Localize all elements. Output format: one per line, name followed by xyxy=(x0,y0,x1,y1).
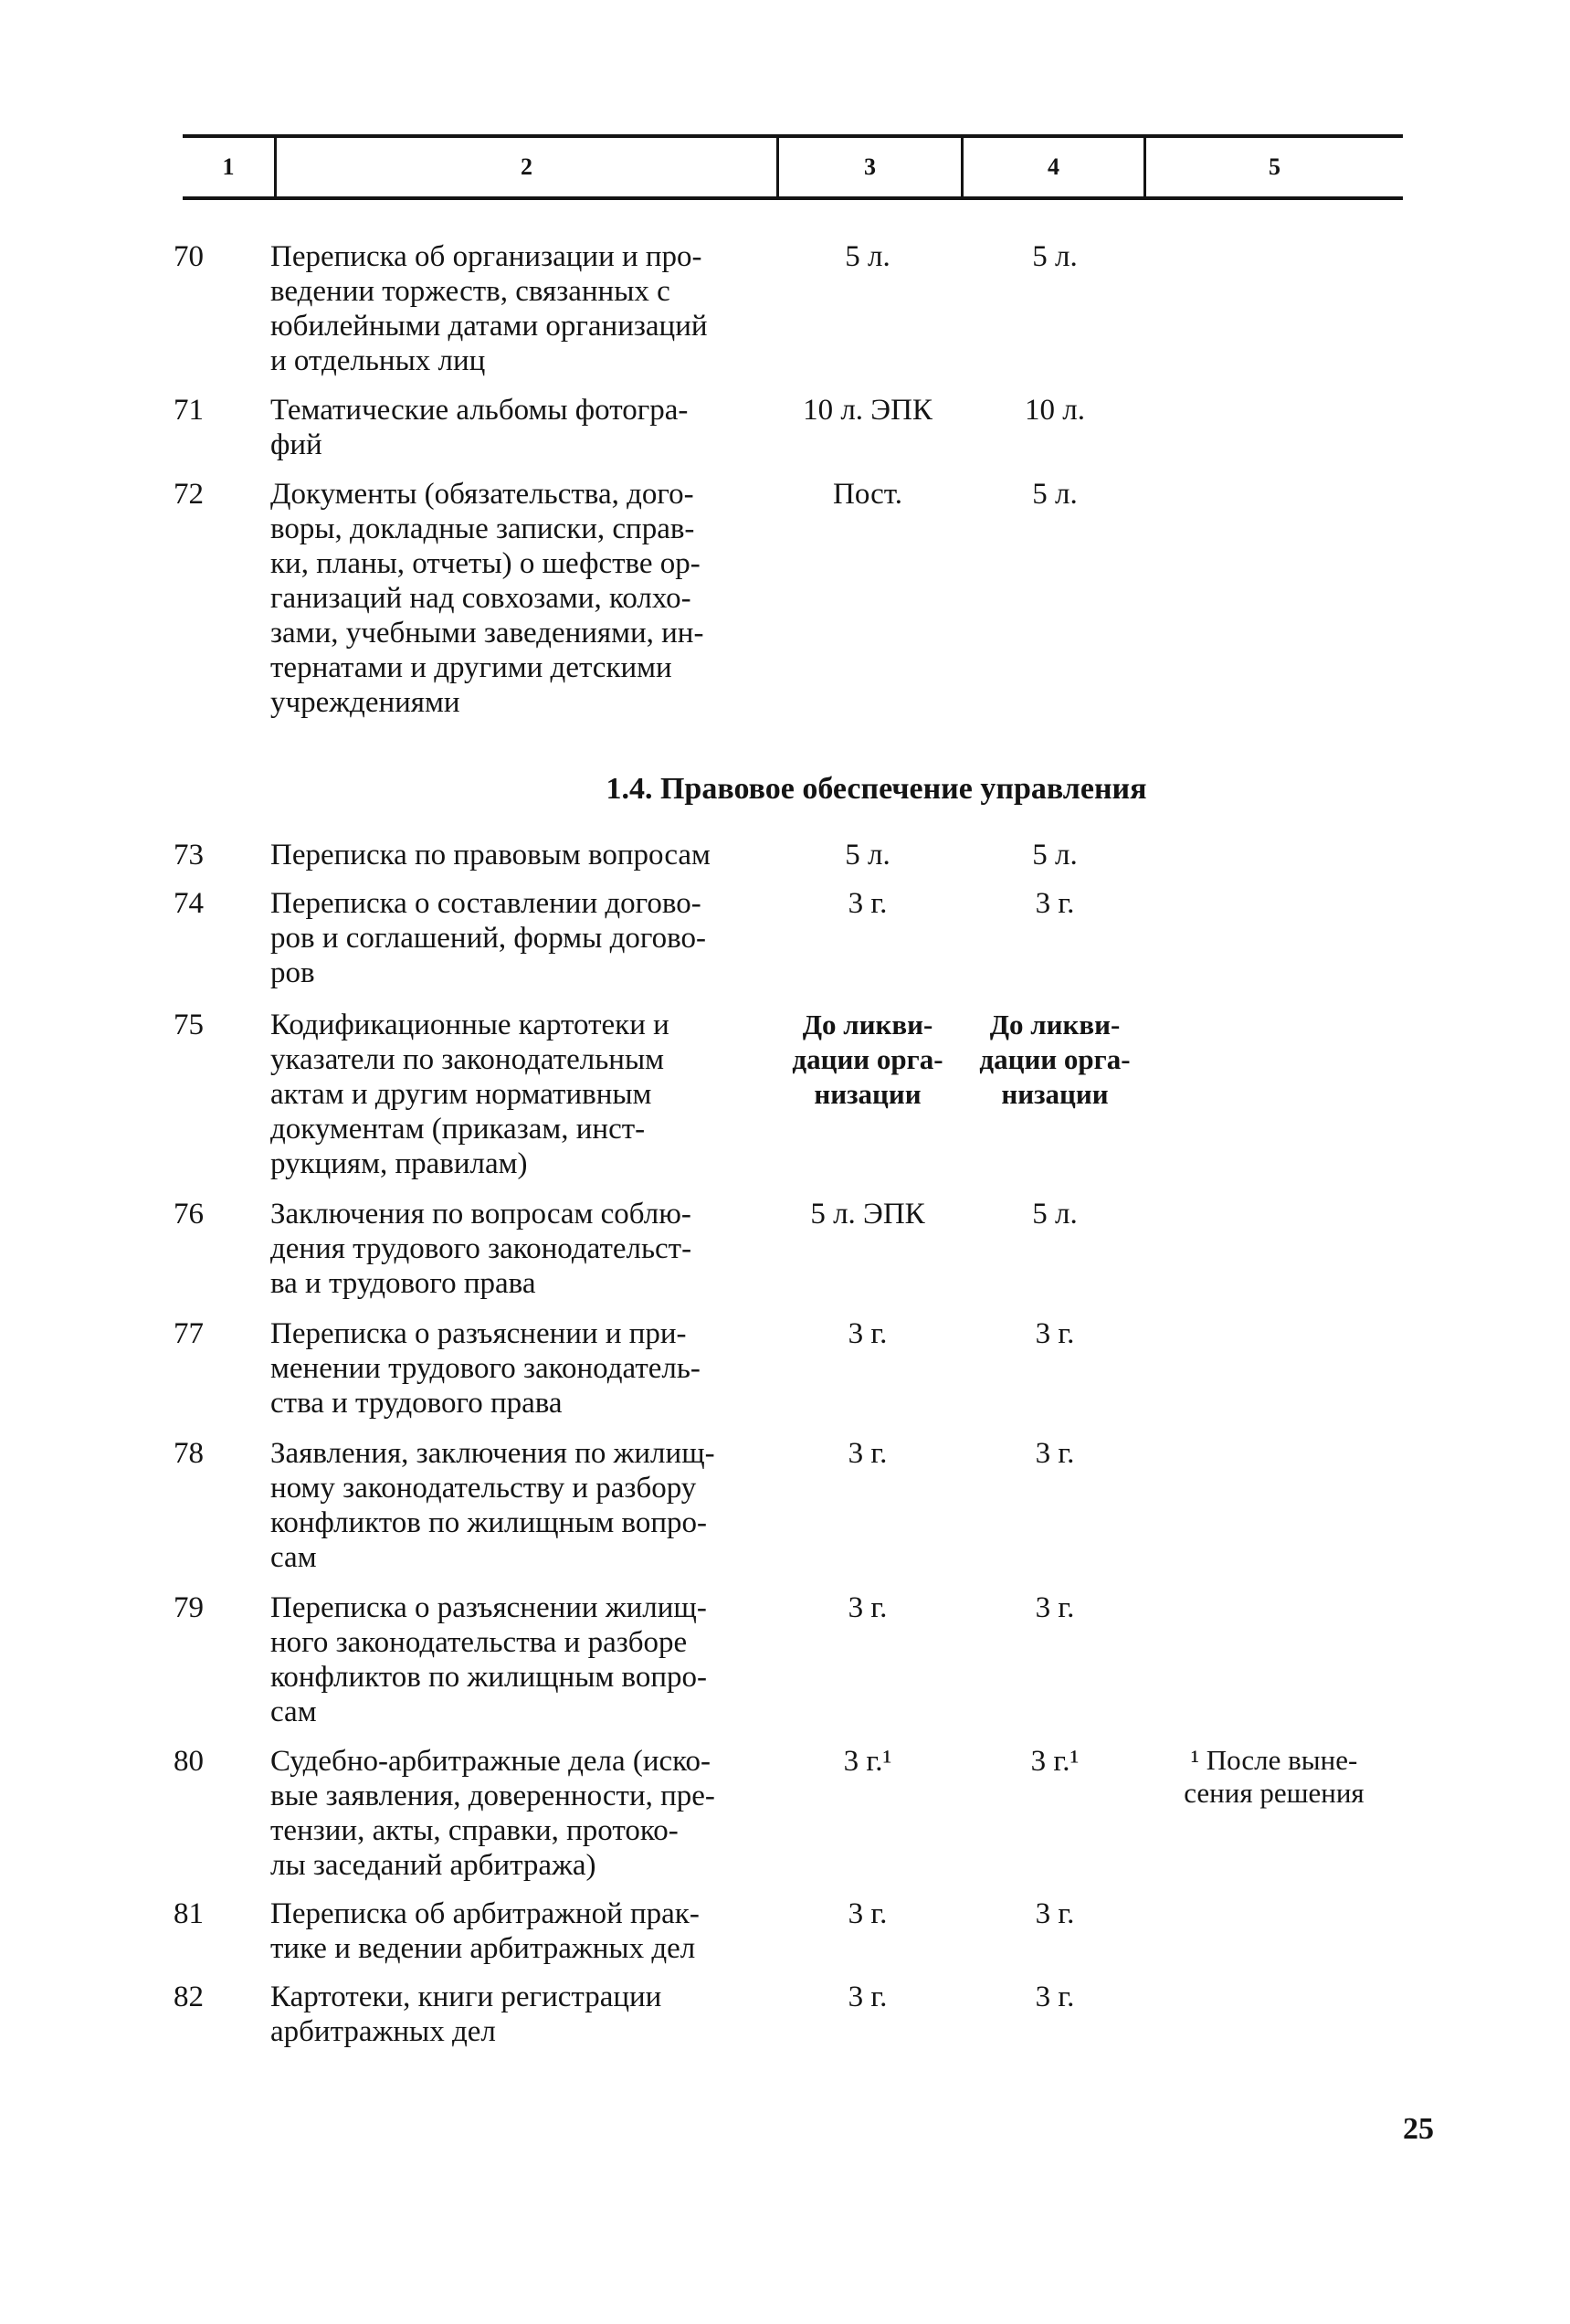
row-description: Переписка по правовым вопросам xyxy=(270,839,711,872)
storage-term-a: 3 г.¹ xyxy=(843,1745,892,1778)
storage-term-a: 5 л. xyxy=(845,240,890,273)
row-description: Переписка об арбитражной прак- тике и ведении арбитражных дел xyxy=(270,1897,700,1965)
row-description: Судебно-арбитражные дела (иско- вые заявления, доверенности, пре- тензии, акты, справки, протоко- лы заседаний арбитража) xyxy=(270,1745,715,1882)
row-number: 79 xyxy=(174,1591,204,1624)
storage-term-a: 3 г. xyxy=(848,1317,888,1350)
storage-term-b: 3 г. xyxy=(1035,1317,1075,1350)
row-number: 71 xyxy=(174,394,204,427)
storage-term-b: До ликви- дации орга- низации xyxy=(979,1009,1131,1110)
storage-term-a: 3 г. xyxy=(848,1437,888,1470)
row-number: 74 xyxy=(174,887,204,920)
storage-term-a: 10 л. ЭПК xyxy=(803,394,933,427)
row-number: 70 xyxy=(174,240,204,273)
storage-term-b: 5 л. xyxy=(1032,478,1078,511)
row-number: 76 xyxy=(174,1198,204,1231)
row-footnote: ¹ После выне- сения решения xyxy=(1184,1744,1365,1809)
row-number: 77 xyxy=(174,1317,204,1350)
storage-term-b: 10 л. xyxy=(1025,394,1085,427)
header-col-5: 5 xyxy=(1269,153,1280,180)
header-col-4: 4 xyxy=(1048,153,1059,180)
storage-term-a: 5 л. xyxy=(845,839,890,872)
storage-term-b: 5 л. xyxy=(1032,240,1078,273)
row-description: Заявления, заключения по жилищ- ному законодательству и разбору конфликтов по жилищным вопро- сам xyxy=(270,1437,715,1574)
header-col-2: 2 xyxy=(521,153,532,180)
row-description: Заключения по вопросам соблю- дения трудового законодательст- ва и трудового права xyxy=(270,1198,692,1300)
row-number: 80 xyxy=(174,1745,204,1778)
row-number: 78 xyxy=(174,1437,204,1470)
row-description: Переписка о составлении догово- ров и соглашений, формы догово- ров xyxy=(270,887,706,989)
storage-term-b: 5 л. xyxy=(1032,1198,1078,1231)
storage-term-a: 3 г. xyxy=(848,887,888,920)
row-description: Переписка об организации и про- ведении торжеств, связанных с юбилейными датами организаций и отдельных лиц xyxy=(270,240,708,377)
row-description: Переписка о разъяснении и при- менении трудового законодатель- ства и трудового права xyxy=(270,1317,701,1420)
row-description: Тематические альбомы фотогра- фий xyxy=(270,394,689,461)
header-bottom-rule xyxy=(183,196,1403,200)
row-description: Картотеки, книги регистрации арбитражных дел xyxy=(270,1981,662,2048)
storage-term-b: 3 г. xyxy=(1035,1981,1075,2013)
storage-term-a: Пост. xyxy=(833,478,902,511)
storage-term-a: 3 г. xyxy=(848,1591,888,1624)
row-description: Документы (обязательства, дого- воры, докладные записки, справ- ки, планы, отчеты) о шефстве ор- ганизаций над совхозами, колхо- зами, учебными заведениями, ин- тернатами и другими детскими учреждениями xyxy=(270,478,704,719)
storage-term-b: 3 г. xyxy=(1035,1437,1075,1470)
page-number: 25 xyxy=(1403,2112,1434,2146)
row-number: 73 xyxy=(174,839,204,872)
storage-term-a: До ликви- дации орга- низации xyxy=(792,1009,943,1110)
storage-term-b: 5 л. xyxy=(1032,839,1078,872)
row-description: Кодификационные картотеки и указатели по законодательным актам и другим нормативным документам (приказам, инст- рукциям, правилам) xyxy=(270,1009,669,1180)
row-number: 81 xyxy=(174,1897,204,1930)
storage-term-b: 3 г.¹ xyxy=(1030,1745,1080,1778)
storage-term-a: 3 г. xyxy=(848,1981,888,2013)
section-title: 1.4. Правовое обеспечение управления xyxy=(606,772,1147,806)
storage-term-b: 3 г. xyxy=(1035,1591,1075,1624)
header-col-1: 1 xyxy=(222,153,235,180)
header-col-3: 3 xyxy=(864,153,876,180)
row-number: 82 xyxy=(174,1981,204,2013)
row-description: Переписка о разъяснении жилищ- ного законодательства и разборе конфликтов по жилищным вопро- сам xyxy=(270,1591,708,1728)
row-number: 72 xyxy=(174,478,204,511)
storage-term-b: 3 г. xyxy=(1035,887,1075,920)
storage-term-a: 3 г. xyxy=(848,1897,888,1930)
storage-term-a: 5 л. ЭПК xyxy=(810,1198,925,1231)
storage-term-b: 3 г. xyxy=(1035,1897,1075,1930)
row-number: 75 xyxy=(174,1009,204,1041)
